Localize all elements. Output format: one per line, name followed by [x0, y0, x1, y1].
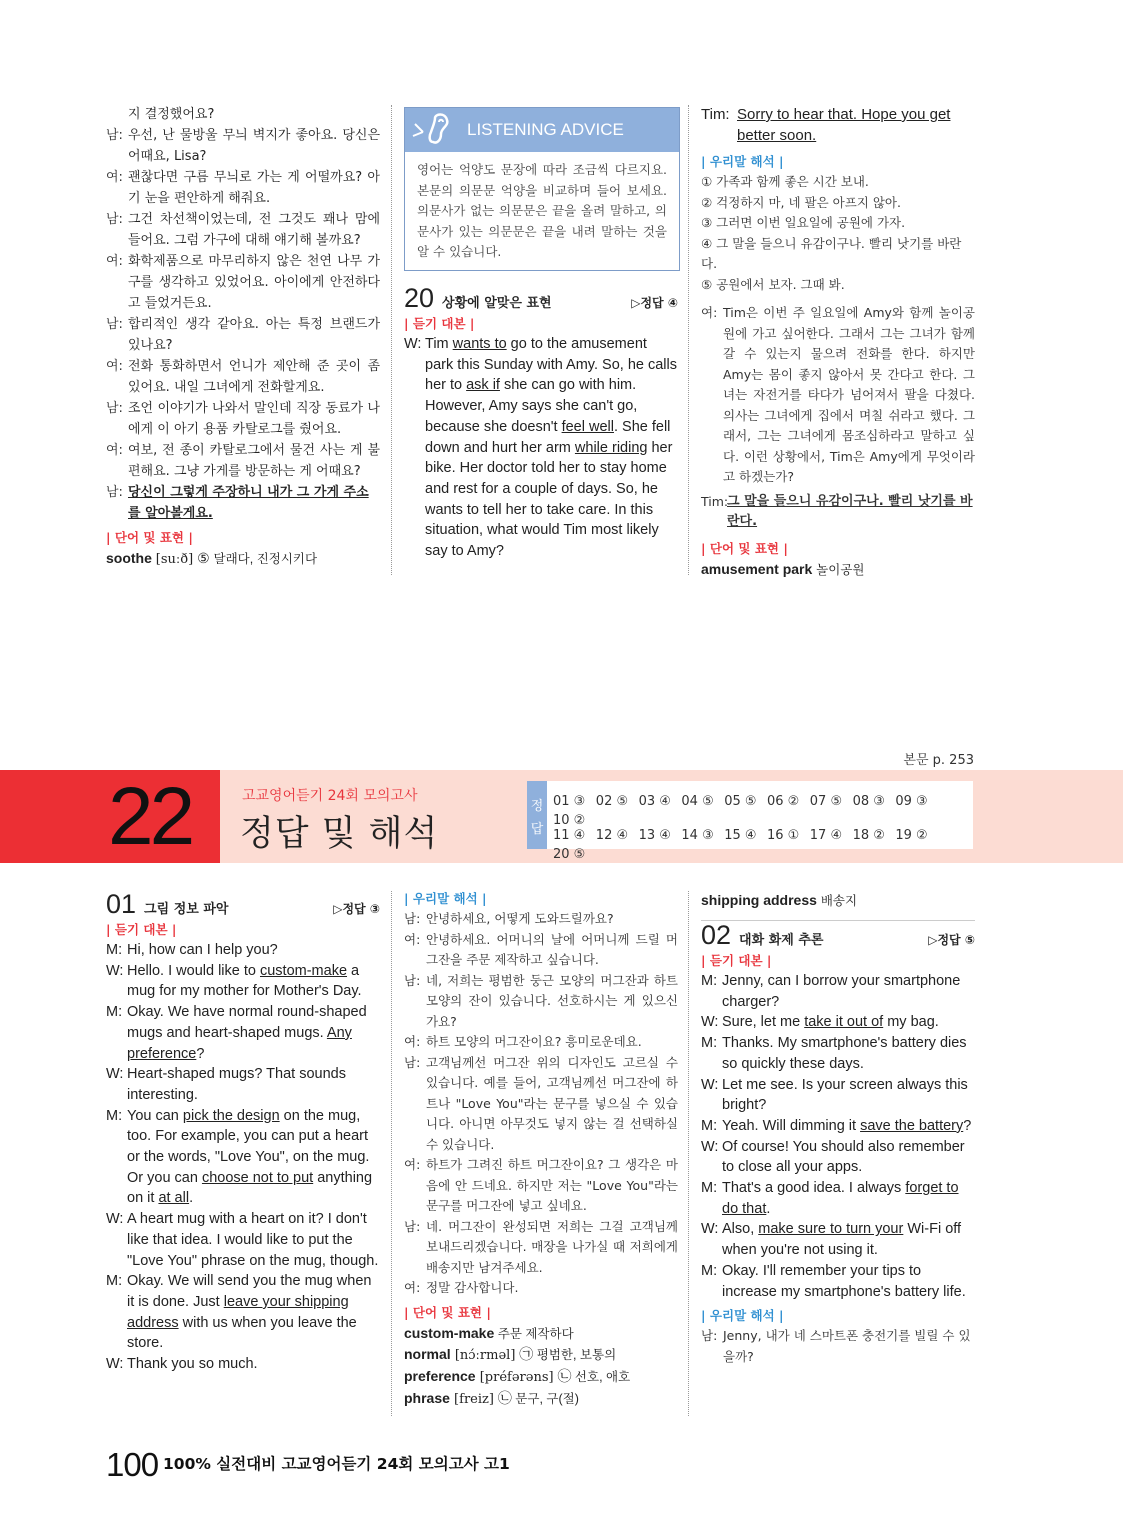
question-number: 01: [106, 889, 137, 919]
dialogue-line: 남: 우선, 난 물방울 무늬 벽지가 좋아요. 당신은 어때요, Lisa?: [106, 128, 380, 164]
dialogue-line: 여: 괜찮다면 구름 무늬로 가는 게 어떨까요? 아기 눈을 편안하게 해줘요.: [106, 170, 380, 206]
translation-answer: Tim: 그 말을 들으니 유감이구나. 빨리 낫기를 바란다.: [701, 493, 973, 529]
script-lines: [106, 940, 380, 1375]
dialogue-line: 남: 당신이 그렇게 주장하니 내가 그 가게 주소를 알아볼게요.: [106, 485, 369, 521]
vocab-list: [404, 1323, 678, 1410]
question-number: 20: [404, 283, 435, 313]
banner-number-block: [0, 770, 220, 863]
choice-item: ① 가족과 함께 좋은 시간 보내.: [701, 174, 869, 189]
answer-banner: [0, 770, 1123, 863]
dialogue-line: 남: 네. 머그잔이 완성되면 저희는 그걸 고객님께 보내드리겠습니다. 매장을 나가실 때 저희에게 배송지만 남겨주세요.: [404, 1218, 678, 1275]
script-line: M: Okay. We have normal round-shaped mugs and heart-shaped mugs. Any preference?: [106, 1004, 367, 1062]
divider: [701, 920, 975, 921]
vocab-entry: phrase [freiz] ㉡ 문구, 구(절): [404, 1389, 579, 1407]
question-01: [106, 889, 380, 1375]
script-line: W: Hello. I would like to custom-make a mug for my mother for Mother's Day.: [106, 962, 362, 1000]
dialogue-line: 남: 안녕하세요, 어떻게 도와드릴까요?: [404, 911, 614, 926]
answer-cell: 10 ②: [553, 813, 586, 828]
script-line: W: A heart mug with a heart on it? I don't like that idea. I would like to put the "Love You" phrase on the mug, though.: [106, 1211, 379, 1269]
translation-line: 남: Jenny, 내가 네 스마트폰 충전기를 빌릴 수 있을까?: [701, 1328, 971, 1364]
dialogue-line: 여: 안녕하세요. 어머니의 날에 어머니께 드릴 머그잔을 주문 제작하고 싶습니다.: [404, 931, 678, 967]
script-label: | 듣기 대본 |: [404, 316, 475, 331]
script-line: W: Also, make sure to turn your Wi-Fi off when you're not using it.: [701, 1221, 962, 1259]
bottom-right-column: [701, 890, 975, 1367]
answer-cell: 15 ④: [724, 828, 757, 843]
answer-cell: 14 ③: [681, 828, 714, 843]
vocab-entry: preference [préfərəns] ㉡ 선호, 애호: [404, 1367, 631, 1385]
listening-advice-box: [404, 107, 680, 271]
dialogue-line: 지 결정했어요?: [128, 107, 215, 122]
question-header: [404, 283, 678, 314]
bottom-middle-column: [404, 889, 678, 1410]
answer-cell: 03 ④: [638, 794, 671, 809]
advice-header: [405, 108, 679, 152]
page-reference: 본문 p. 253: [903, 753, 974, 768]
answer-key: ▷정답 ③: [333, 902, 380, 916]
script-label: | 듣기 대본 |: [701, 953, 772, 968]
script-line: M: You can pick the design on the mug, too. For example, you can put a heart or the words, "Love You", on the mug. Or you can choose not to put anything on it at all.: [106, 1107, 373, 1207]
answer-cell: 20 ⑤: [553, 847, 586, 862]
answer-cell: 09 ③: [895, 794, 928, 809]
answer-cell: 04 ⑤: [681, 794, 714, 809]
vocab-entry: normal [nɔ́ːrməl] ㉠ 평범한, 보통의: [404, 1345, 617, 1363]
translation-label: | 우리말 해석 |: [404, 891, 487, 906]
dialogue-line: 여: 여보, 전 종이 카탈로그에서 물건 사는 게 불편해요. 그냥 가게를 방문하는 게 어때요?: [106, 443, 380, 479]
script-text: Tim wants to go to the amusement park this Sunday with Amy. So, he calls her to ask if she can go with him. However, Amy says she can't go, because she doesn't feel well. She fell down and hurt her arm while riding her bike. Her doctor told her to stay home and rest for a couple of days. So, he wants to tell her to take care. In this situation, what would Tim most likely say to Amy?: [425, 336, 677, 560]
column-divider: [391, 105, 392, 575]
script-line: W: Heart-shaped mugs? That sounds interesting.: [106, 1066, 346, 1103]
dialogue-line: 남: 네, 저희는 평범한 둥근 모양의 머그잔과 하트 모양의 잔이 있습니다. 선호하시는 게 있으신가요?: [404, 972, 678, 1029]
vocab-label: | 단어 및 표현 |: [106, 530, 193, 545]
vocab-label: | 단어 및 표현 |: [701, 540, 788, 556]
script-lines: [701, 971, 975, 1302]
translation-label: | 우리말 해석 |: [701, 1308, 784, 1324]
answer-cell: 19 ②: [895, 828, 928, 843]
answer-cell: 13 ④: [638, 828, 671, 843]
dialogue-line: 여: 하트가 그려진 하트 머그잔이요? 그 생각은 마음에 안 드네요. 하지만 저는 "Love You"라는 문구를 머그잔에 넣고 싶네요.: [404, 1157, 678, 1213]
vocab-entry: amusement park 놀이공원: [701, 560, 865, 577]
question-title: 대화 화제 추론: [739, 933, 824, 948]
answer-key: ▷정답 ⑤: [928, 933, 975, 947]
script-line: M: Okay. We will send you the mug when it is done. Just leave your shipping address with us when you leave the store.: [106, 1273, 372, 1352]
choice-item: ④ 그 말을 들으니 유감이구나. 빨리 낫기를 바란다.: [701, 235, 962, 271]
question-title: 그림 정보 파악: [144, 902, 229, 917]
script-line: W: Sure, let me take it out of my bag.: [701, 1014, 939, 1031]
dialogue-line: 남: 고객님께선 머그잔 위의 디자인도 고르실 수 있습니다. 예를 들어, 고객님께선 머그잔에 하트나 "Love You"라는 문구를 넣으실 수 있습니다. 아니면 아무것도 넣지 않는 걸 선택하실 수 있습니다.: [404, 1054, 678, 1152]
script-line: W: Thank you so much.: [106, 1356, 258, 1373]
answer-label: 정 답: [527, 781, 547, 849]
choice-item: ② 걱정하지 마, 네 팔은 아프지 않아.: [701, 194, 901, 210]
choice-item: ③ 그러면 이번 일요일에 공원에 가자.: [701, 215, 906, 230]
script-line: M: Thanks. My smartphone's battery dies so quickly these days.: [701, 1035, 967, 1072]
question-header: [106, 889, 380, 920]
top-right-column: [701, 104, 975, 580]
page-number: 100: [106, 1446, 159, 1483]
banner-subtitle: 고교영어듣기 24회 모의고사: [242, 788, 418, 804]
script-line: M: Okay. I'll remember your tips to increase my smartphone's battery life.: [701, 1262, 966, 1300]
question-20: [404, 283, 678, 562]
answer-cell: 07 ⑤: [809, 794, 843, 809]
dialogue-line: 남: 합리적인 생각 같아요. 아는 특정 브랜드가 있나요?: [106, 317, 380, 353]
answers-row-2: [553, 824, 973, 862]
column-divider: [688, 105, 689, 575]
answer-cell: 11 ④: [553, 828, 586, 843]
choice-item: ⑤ 공원에서 보자. 그때 봐.: [701, 276, 845, 292]
vocab-entry: custom-make 주문 제작하다: [404, 1324, 574, 1341]
choices-list: [701, 172, 975, 295]
advice-title: LISTENING ADVICE: [467, 120, 624, 139]
answer-cell: 18 ②: [852, 828, 885, 843]
dialogue-line: 여: 화학제품으로 마무리하지 않은 천연 나무 가구를 생각하고 있었어요. 아이에게 안전하다고 들었거든요.: [106, 254, 380, 311]
script-label: | 듣기 대본 |: [106, 922, 177, 937]
dialogue-line: 남: 그건 차선책이었는데, 전 그것도 꽤나 맘에 들어요. 그럼 가구에 대해 얘기해 볼까요?: [106, 212, 380, 248]
translation-label: | 우리말 해석 |: [701, 154, 784, 169]
translation-paragraph: 여: Tim은 이번 주 일요일에 Amy와 함께 놀이공원에 가고 싶어한다. 그래서 그는 그녀가 함께 갈 수 있는지 물으려 전화를 한다. 하지만 Amy는 몸이 좋지 않아서 못 간다고 한다. 그녀는 자전거를 타다가 넘어져서 팔을 다쳤다. 의사는 그녀에게 집에서 며칠 쉬라고 했다. 그래서, 그는 그녀에게 몸조심하라고 말하고 싶다. 이런 상황에서, Tim은 Amy에게 무엇이라고 하겠는가?: [701, 305, 975, 484]
script-line: W: Tim wants to go to the amusement park this Sunday with Amy. So, he calls her to ask if she can go with him. However, Amy says she can't go, because she doesn't feel well. She fell down and hurt her arm while riding her bike. Her doctor told her to stay home and rest for a couple of days. So, he wants to tell her to take care. In this situation, what would Tim most likely say to Amy?: [404, 334, 678, 562]
answer-cell: 12 ④: [595, 828, 629, 843]
advice-text: 영어는 억양도 문장에 따라 조금씩 다르지요. 본문의 의문문 억양을 비교하며 들어 보세요. 의문사가 없는 의문문은 끝을 올려 말하고, 의문사가 있는 의문문은 끝을 내려 말하는 것을 알 수 있습니다.: [417, 162, 667, 259]
answer-line: Tim: Sorry to hear that. Hope you get better soon.: [701, 106, 951, 144]
dialogue-line: 여: 하트 모양의 머그잔이요? 흥미로운데요.: [404, 1034, 642, 1049]
answer-key: ▷정답 ④: [631, 296, 678, 310]
answer-cell: 16 ①: [766, 828, 800, 843]
vocab-entry: soothe [suːð] ⑤ 달래다, 진정시키다: [106, 550, 318, 567]
banner-title: 정답 및 해석: [240, 814, 439, 854]
vocab-label: | 단어 및 표현 |: [404, 1304, 491, 1320]
dialogue-line: 여: 정말 감사합니다.: [404, 1280, 519, 1295]
dialogue-line: 여: 전화 통화하면서 언니가 제안해 준 곳이 좀 있어요. 내일 그녀에게 전화할게요.: [106, 359, 380, 395]
top-left-column: [106, 104, 380, 570]
script-line: M: Jenny, can I borrow your smartphone charger?: [701, 973, 961, 1010]
answer-cell: 05 ⑤: [724, 794, 757, 809]
answer-cell: 08 ③: [852, 794, 885, 809]
script-line: M: That's a good idea. I always forget to do that.: [701, 1180, 959, 1217]
answers-row-1: [553, 790, 973, 828]
script-line: M: Hi, how can I help you?: [106, 942, 278, 958]
answer-cell: 06 ②: [766, 794, 800, 809]
vocab-entry: shipping address 배송지: [701, 892, 858, 908]
test-number: 22: [108, 771, 192, 862]
script-line: W: Let me see. Is your screen always this bright?: [701, 1076, 968, 1114]
answer-cell: 02 ⑤: [595, 794, 629, 809]
ear-icon: [411, 112, 461, 148]
book-title: 100% 실전대비 고교영어듣기 24회 모의고사 고1: [163, 1455, 510, 1473]
answer-cell: 17 ④: [809, 828, 843, 843]
script-line: W: Of course! You should also remember to close all your apps.: [701, 1138, 965, 1176]
script-line: M: Yeah. Will dimming it save the battery?: [701, 1117, 972, 1134]
question-title: 상황에 알맞은 표현: [442, 296, 552, 311]
translation-lines: [404, 909, 678, 1299]
column-divider: [688, 891, 689, 1416]
column-divider: [391, 891, 392, 1416]
answer-cell: 01 ③: [553, 794, 586, 809]
answer-table: [527, 781, 973, 862]
question-number: 02: [701, 920, 732, 950]
dialogue-line: 남: 조언 이야기가 나와서 말인데 직장 동료가 나에게 이 아기 용품 카탈로그를 줬어요.: [106, 401, 380, 437]
question-header: [701, 920, 975, 951]
